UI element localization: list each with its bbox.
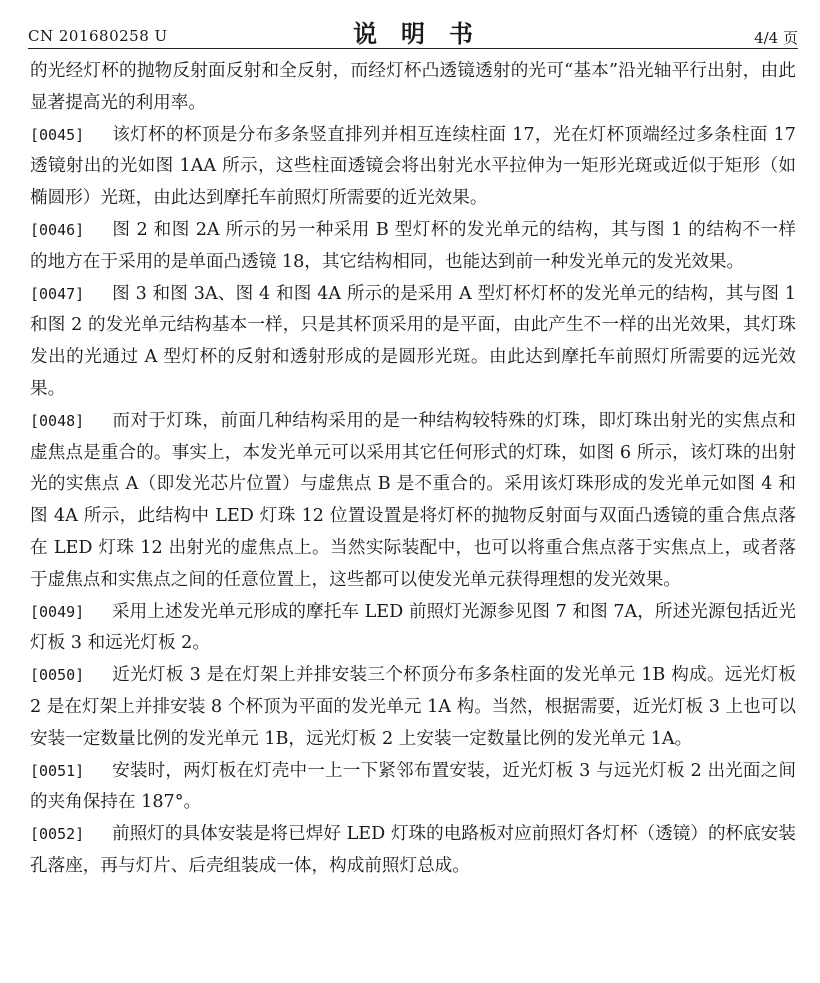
paragraph-text: 而对于灯珠，前面几种结构采用的是一种结构较特殊的灯珠，即灯珠出射光的实焦点和虚焦点是重合的。事实上，本发光单元可以采用其它任何形式的灯珠，如图 6 所示，该灯珠的出射光的实焦点 A（即发光芯片位置）与虚焦点 B 是不重合的。采用该灯珠形成的发光单元如图 4 和图 4A 所示，此结构中 LED 灯珠 12 位置设置是将灯杯的抛物反射面与双面凸透镜的重合焦点落在 LED 灯珠 12 出射光的虚焦点上。当然实际装配中，也可以将重合焦点落于实焦点上，或者落于虚焦点和实焦点之间的任意位置上，这些都可以使发光单元获得理想的发光效果。 — [30, 410, 796, 590]
paragraph-number: [0049] — [30, 602, 85, 621]
paragraph-text: 图 2 和图 2A 所示的另一种采用 B 型灯杯的发光单元的结构，其与图 1 的结构不一样的地方在于采用的是单面凸透镜 18，其它结构相同，也能达到前一种发光单元的发光效果。 — [30, 219, 796, 272]
paragraph-text: 该灯杯的杯顶是分布多条竖直排列并相互连续柱面 17，光在灯杯顶端经过多条柱面 17 透镜射出的光如图 1AA 所示，这些柱面透镜会将出射光水平拉伸为一矩形光斑或近似于矩形（如椭圆形）光斑，由此达到摩托车前照灯所需要的近光效果。 — [30, 124, 796, 209]
paragraph-text: 安装时，两灯板在灯壳中一上一下紧邻布置安装，近光灯板 3 与远光灯板 2 出光面之间的夹角保持在 187°。 — [30, 760, 796, 813]
paragraph-0046 — [30, 215, 796, 279]
paragraph-0050 — [30, 660, 796, 755]
document-number: CN 201680258 U — [28, 27, 168, 45]
page-number: 4/4 页 — [754, 29, 798, 47]
paragraph-0051 — [30, 756, 796, 820]
page-header — [28, 8, 798, 49]
page-title: 说明书 — [353, 19, 497, 48]
paragraph-number: [0046] — [30, 220, 85, 239]
paragraph-0048 — [30, 406, 796, 597]
paragraph-number: [0050] — [30, 666, 85, 685]
paragraph-number: [0045] — [30, 125, 85, 144]
paragraph-text: 近光灯板 3 是在灯架上并排安装三个杯顶分布多条柱面的发光单元 1B 构成。远光灯板 2 是在灯架上并排安装 8 个杯顶为平面的发光单元 1A 构。当然，根据需要，近光灯板 3 上也可以安装一定数量比例的发光单元 1B，远光灯板 2 上安装一定数量比例的发光单元 1A。 — [30, 665, 796, 749]
paragraph-0045 — [30, 120, 796, 215]
paragraph-number: [0052] — [30, 825, 85, 844]
paragraph-number: [0051] — [30, 761, 85, 780]
paragraph-text: 采用上述发光单元形成的摩托车 LED 前照灯光源参见图 7 和图 7A，所述光源包括近光灯板 3 和远光灯板 2。 — [30, 601, 796, 654]
paragraph-text: 的光经灯杯的抛物反射面反射和全反射，而经灯杯凸透镜透射的光可“基本”沿光轴平行出射，由此显著提高光的利用率。 — [30, 61, 796, 113]
paragraph-0049 — [30, 597, 796, 661]
paragraph-0052 — [30, 819, 796, 883]
document-body — [30, 56, 796, 883]
paragraph-number: [0048] — [30, 411, 85, 430]
paragraph-number: [0047] — [30, 284, 85, 303]
paragraph-text: 前照灯的具体安装是将已焊好 LED 灯珠的电路板对应前照灯各灯杯（透镜）的杯底安装孔落座，再与灯片、后壳组装成一体，构成前照灯总成。 — [30, 824, 796, 876]
paragraph-continued — [30, 56, 796, 120]
paragraph-0047 — [30, 279, 796, 406]
paragraph-text: 图 3 和图 3A、图 4 和图 4A 所示的是采用 A 型灯杯灯杯的发光单元的结构，其与图 1 和图 2 的发光单元结构基本一样，只是其杯顶采用的是平面，由此产生不一样的出光效果，其灯珠发出的光通过 A 型灯杯的反射和透射形成的是圆形光斑。由此达到摩托车前照灯所需要的远光效果。 — [30, 283, 796, 399]
